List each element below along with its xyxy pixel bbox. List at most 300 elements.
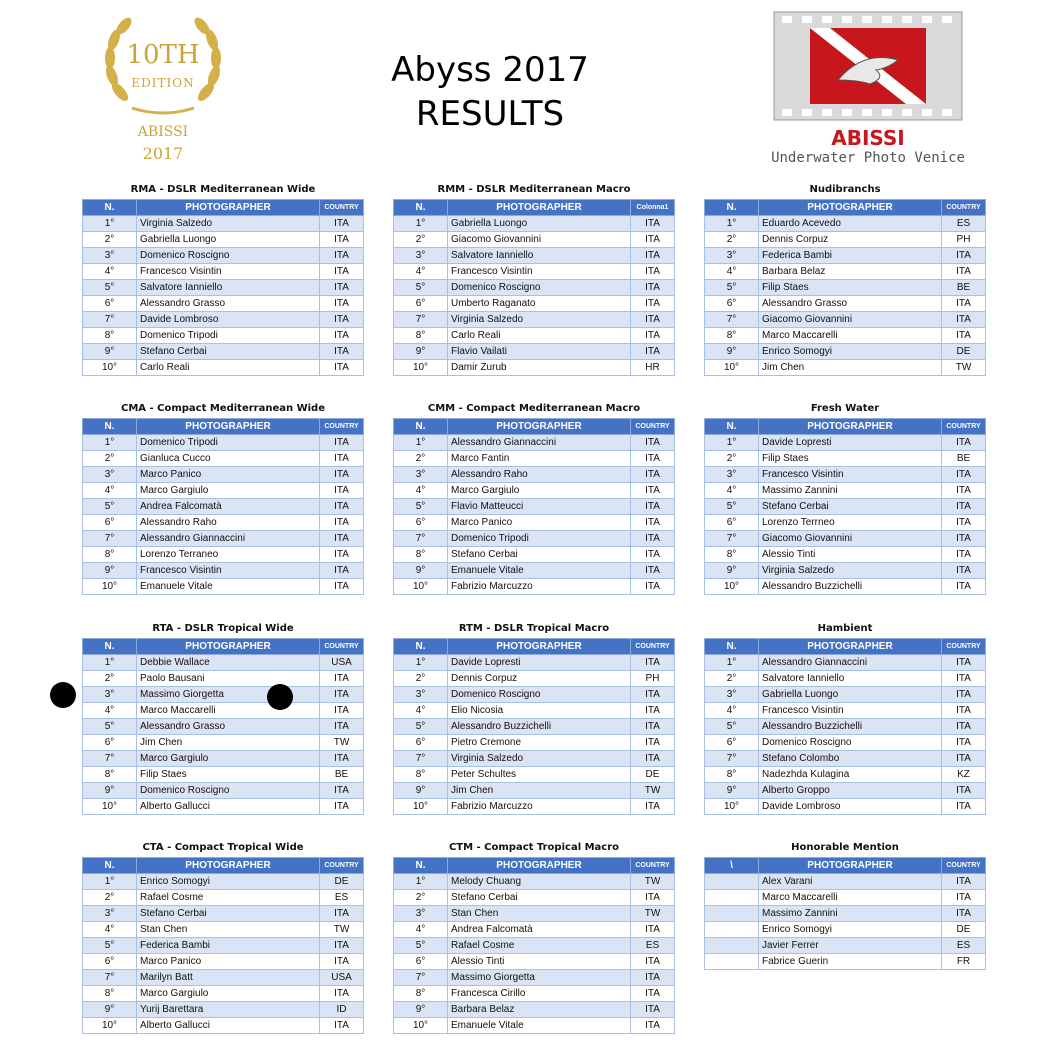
- rank-cell: 10°: [83, 579, 137, 595]
- table-row: [705, 248, 986, 264]
- table-caption: RMA - DSLR Mediterranean Wide: [130, 184, 316, 195]
- country-cell: ITA: [942, 264, 986, 280]
- table-row: [83, 735, 364, 751]
- photographer-cell: Enrico Somogyi: [137, 874, 320, 890]
- table-row: [83, 344, 364, 360]
- photographer-cell: Davide Lombroso: [759, 799, 942, 815]
- country-cell: ITA: [631, 703, 675, 719]
- table-row: [394, 703, 675, 719]
- country-cell: HR: [631, 360, 675, 376]
- black-dot-right: [267, 684, 293, 710]
- page-title: [340, 48, 640, 136]
- rank-cell: 2°: [705, 671, 759, 687]
- rank-cell: 6°: [394, 735, 448, 751]
- edition-word: EDITION: [131, 76, 195, 90]
- table-row: [83, 515, 364, 531]
- table-row: [394, 954, 675, 970]
- table-header-row: [705, 639, 986, 655]
- rank-cell: 2°: [83, 451, 137, 467]
- rank-cell: 8°: [83, 986, 137, 1002]
- country-cell: ITA: [320, 671, 364, 687]
- photographer-cell: Massimo Giorgetta: [448, 970, 631, 986]
- table-row: [394, 906, 675, 922]
- table-row: [705, 783, 986, 799]
- table-row: [394, 1002, 675, 1018]
- table-row: [83, 655, 364, 671]
- photographer-cell: Marco Panico: [448, 515, 631, 531]
- table-row: [394, 719, 675, 735]
- photographer-cell: Virginia Salzedo: [137, 216, 320, 232]
- table-row: [705, 906, 986, 922]
- rank-cell: 1°: [83, 435, 137, 451]
- table-row: [394, 874, 675, 890]
- header-rank: N.: [705, 200, 759, 216]
- country-cell: ES: [942, 216, 986, 232]
- table-row: [705, 360, 986, 376]
- photographer-cell: Marco Maccarelli: [759, 890, 942, 906]
- country-cell: TW: [942, 360, 986, 376]
- photographer-cell: Federica Bambi: [137, 938, 320, 954]
- rank-cell: 8°: [394, 767, 448, 783]
- photographer-cell: Marco Maccarelli: [137, 703, 320, 719]
- edition-year: 2017: [142, 144, 184, 163]
- table-row: [394, 563, 675, 579]
- rank-cell: 9°: [83, 783, 137, 799]
- rank-cell: 3°: [394, 687, 448, 703]
- rank-cell: 5°: [394, 499, 448, 515]
- photographer-cell: Francesca Cirillo: [448, 986, 631, 1002]
- country-cell: ITA: [942, 783, 986, 799]
- table-row: [705, 312, 986, 328]
- table-row: [394, 280, 675, 296]
- country-cell: DE: [942, 344, 986, 360]
- rank-cell: 5°: [83, 719, 137, 735]
- photographer-cell: Dennis Corpuz: [759, 232, 942, 248]
- photographer-cell: Salvatore Ianniello: [448, 248, 631, 264]
- country-cell: ITA: [942, 531, 986, 547]
- table-row: [83, 954, 364, 970]
- photographer-cell: Domenico Tripodi: [448, 531, 631, 547]
- photographer-cell: Alessandro Raho: [137, 515, 320, 531]
- header-country: COUNTRY: [942, 858, 986, 874]
- photographer-cell: Alberto Gallucci: [137, 1018, 320, 1034]
- header-country: COUNTRY: [631, 639, 675, 655]
- country-cell: ITA: [631, 312, 675, 328]
- country-cell: ITA: [320, 483, 364, 499]
- results-table: [82, 857, 364, 1034]
- header-country: COUNTRY: [631, 419, 675, 435]
- results-table-block: [393, 183, 675, 376]
- photographer-cell: Paolo Bausani: [137, 671, 320, 687]
- table-caption: Nudibranchs: [809, 184, 881, 195]
- photographer-cell: Francesco Visintin: [759, 467, 942, 483]
- header-photographer: PHOTOGRAPHER: [759, 200, 942, 216]
- table-row: [83, 703, 364, 719]
- country-cell: ITA: [320, 799, 364, 815]
- photographer-cell: Domenico Roscigno: [759, 735, 942, 751]
- table-caption: CTM - Compact Tropical Macro: [448, 842, 620, 853]
- rank-cell: 2°: [705, 451, 759, 467]
- photographer-cell: Debbie Wallace: [137, 655, 320, 671]
- photographer-cell: Jim Chen: [137, 735, 320, 751]
- results-table: [82, 638, 364, 815]
- photographer-cell: Domenico Roscigno: [137, 248, 320, 264]
- table-row: [394, 232, 675, 248]
- table-row: [394, 547, 675, 563]
- photographer-cell: Salvatore Ianniello: [137, 280, 320, 296]
- country-cell: ITA: [320, 451, 364, 467]
- rank-cell: 10°: [705, 579, 759, 595]
- country-cell: ITA: [320, 1018, 364, 1034]
- country-cell: ITA: [320, 328, 364, 344]
- photographer-cell: Filip Staes: [137, 767, 320, 783]
- photographer-cell: Nadezhda Kulagina: [759, 767, 942, 783]
- country-cell: ITA: [320, 531, 364, 547]
- rank-cell: 9°: [705, 783, 759, 799]
- table-row: [705, 328, 986, 344]
- photographer-cell: Alessandro Raho: [448, 467, 631, 483]
- photographer-cell: Jim Chen: [759, 360, 942, 376]
- table-row: [83, 687, 364, 703]
- photographer-cell: Domenico Roscigno: [137, 783, 320, 799]
- table-row: [394, 216, 675, 232]
- table-row: [83, 906, 364, 922]
- header-photographer: PHOTOGRAPHER: [448, 639, 631, 655]
- table-row: [83, 890, 364, 906]
- country-cell: ITA: [320, 719, 364, 735]
- table-caption: CMA - Compact Mediterranean Wide: [120, 403, 325, 414]
- rank-cell: 1°: [83, 216, 137, 232]
- country-cell: ITA: [942, 547, 986, 563]
- rank-cell: 3°: [83, 467, 137, 483]
- table-header-row: [394, 200, 675, 216]
- rank-cell: 7°: [394, 970, 448, 986]
- rank-cell: 6°: [394, 954, 448, 970]
- country-cell: ITA: [631, 579, 675, 595]
- photographer-cell: Giacomo Giovannini: [759, 312, 942, 328]
- country-cell: ITA: [320, 344, 364, 360]
- table-row: [705, 467, 986, 483]
- rank-cell: 9°: [394, 563, 448, 579]
- rank-cell: 5°: [705, 280, 759, 296]
- table-row: [705, 954, 986, 970]
- photographer-cell: Stan Chen: [137, 922, 320, 938]
- photographer-cell: Francesco Visintin: [137, 264, 320, 280]
- header-country: COUNTRY: [942, 200, 986, 216]
- table-row: [394, 360, 675, 376]
- photographer-cell: Marco Gargiulo: [137, 483, 320, 499]
- country-cell: KZ: [942, 767, 986, 783]
- country-cell: TW: [631, 906, 675, 922]
- country-cell: ITA: [320, 547, 364, 563]
- country-cell: ES: [942, 938, 986, 954]
- rank-cell: 10°: [83, 360, 137, 376]
- results-table-block: [393, 622, 675, 815]
- photographer-cell: Elio Nicosia: [448, 703, 631, 719]
- photographer-cell: Alessandro Grasso: [137, 296, 320, 312]
- table-row: [705, 280, 986, 296]
- rank-cell: 5°: [83, 280, 137, 296]
- table-row: [705, 735, 986, 751]
- rank-cell: 4°: [394, 922, 448, 938]
- header-country: COUNTRY: [942, 419, 986, 435]
- country-cell: ITA: [942, 483, 986, 499]
- table-caption: Fresh Water: [810, 403, 880, 414]
- photographer-cell: Barbara Belaz: [448, 1002, 631, 1018]
- photographer-cell: Lorenzo Terrneo: [759, 515, 942, 531]
- results-table: [82, 199, 364, 376]
- table-row: [705, 687, 986, 703]
- country-cell: ITA: [942, 248, 986, 264]
- rank-cell: 6°: [705, 296, 759, 312]
- country-cell: BE: [942, 451, 986, 467]
- photographer-cell: Andrea Falcomatà: [448, 922, 631, 938]
- rank-cell: 3°: [83, 248, 137, 264]
- rank-cell: [705, 954, 759, 970]
- table-row: [394, 970, 675, 986]
- photographer-cell: Domenico Tripodi: [137, 328, 320, 344]
- results-table-block: [393, 402, 675, 595]
- header-rank: N.: [83, 419, 137, 435]
- table-row: [394, 767, 675, 783]
- rank-cell: 4°: [394, 703, 448, 719]
- country-cell: ITA: [631, 719, 675, 735]
- results-table: [704, 638, 986, 815]
- rank-cell: 1°: [83, 655, 137, 671]
- edition-logo: [98, 12, 228, 172]
- rank-cell: 10°: [394, 799, 448, 815]
- country-cell: PH: [942, 232, 986, 248]
- results-table-block: [704, 183, 986, 376]
- rank-cell: 5°: [83, 938, 137, 954]
- rank-cell: 6°: [394, 515, 448, 531]
- photographer-cell: Flavio Matteucci: [448, 499, 631, 515]
- rank-cell: 7°: [705, 531, 759, 547]
- results-table-block: [82, 622, 364, 815]
- photographer-cell: Marco Gargiulo: [137, 986, 320, 1002]
- table-caption: Honorable Mention: [791, 842, 899, 853]
- photographer-cell: Marco Gargiulo: [137, 751, 320, 767]
- table-header-row: [83, 639, 364, 655]
- photographer-cell: Carlo Reali: [137, 360, 320, 376]
- table-row: [83, 579, 364, 595]
- header-photographer: PHOTOGRAPHER: [759, 639, 942, 655]
- country-cell: ITA: [942, 906, 986, 922]
- country-cell: ITA: [320, 563, 364, 579]
- table-row: [705, 719, 986, 735]
- rank-cell: 3°: [705, 467, 759, 483]
- photographer-cell: Alex Varani: [759, 874, 942, 890]
- table-row: [705, 499, 986, 515]
- country-cell: ITA: [631, 751, 675, 767]
- country-cell: DE: [942, 922, 986, 938]
- rank-cell: 7°: [83, 751, 137, 767]
- rank-cell: 7°: [83, 312, 137, 328]
- country-cell: ITA: [320, 954, 364, 970]
- rank-cell: 1°: [394, 874, 448, 890]
- table-caption: RMM - DSLR Mediterranean Macro: [437, 184, 631, 195]
- photographer-cell: Massimo Zannini: [759, 483, 942, 499]
- rank-cell: 7°: [394, 531, 448, 547]
- country-cell: ITA: [631, 563, 675, 579]
- table-row: [83, 467, 364, 483]
- table-row: [83, 751, 364, 767]
- table-row: [394, 671, 675, 687]
- header-photographer: PHOTOGRAPHER: [759, 419, 942, 435]
- photographer-cell: Salvatore Ianniello: [759, 671, 942, 687]
- country-cell: ITA: [631, 232, 675, 248]
- table-row: [83, 296, 364, 312]
- country-cell: ITA: [942, 687, 986, 703]
- country-cell: USA: [320, 970, 364, 986]
- country-cell: ITA: [631, 1002, 675, 1018]
- rank-cell: [705, 874, 759, 890]
- photographer-cell: Alessio Tinti: [759, 547, 942, 563]
- rank-cell: 4°: [83, 483, 137, 499]
- rank-cell: 9°: [705, 344, 759, 360]
- table-row: [83, 483, 364, 499]
- table-row: [83, 986, 364, 1002]
- photographer-cell: Alberto Gallucci: [137, 799, 320, 815]
- table-row: [394, 328, 675, 344]
- country-cell: ITA: [320, 312, 364, 328]
- table-header-row: [705, 419, 986, 435]
- abissi-brand: ABISSI: [831, 126, 905, 150]
- rank-cell: 1°: [705, 216, 759, 232]
- results-table: [393, 857, 675, 1034]
- country-cell: TW: [320, 922, 364, 938]
- photographer-cell: Davide Lombroso: [137, 312, 320, 328]
- rank-cell: 4°: [394, 264, 448, 280]
- abissi-logo: [768, 10, 968, 170]
- country-cell: ITA: [631, 687, 675, 703]
- photographer-cell: Alessandro Buzzichelli: [759, 719, 942, 735]
- photographer-cell: Marco Fantin: [448, 451, 631, 467]
- rank-cell: 6°: [705, 735, 759, 751]
- table-row: [705, 563, 986, 579]
- country-cell: ITA: [320, 216, 364, 232]
- country-cell: ITA: [631, 296, 675, 312]
- country-cell: ITA: [320, 783, 364, 799]
- country-cell: ITA: [631, 264, 675, 280]
- photographer-cell: Stefano Cerbai: [448, 890, 631, 906]
- photographer-cell: Federica Bambi: [759, 248, 942, 264]
- table-row: [705, 344, 986, 360]
- country-cell: ITA: [942, 671, 986, 687]
- country-cell: ITA: [942, 563, 986, 579]
- rank-cell: 9°: [394, 344, 448, 360]
- table-row: [83, 232, 364, 248]
- page-title-line2: RESULTS: [415, 94, 565, 134]
- rank-cell: 4°: [83, 703, 137, 719]
- country-cell: ITA: [631, 280, 675, 296]
- table-row: [705, 890, 986, 906]
- country-cell: ITA: [631, 799, 675, 815]
- table-row: [394, 515, 675, 531]
- country-cell: ITA: [631, 515, 675, 531]
- header-country: COUNTRY: [320, 200, 364, 216]
- country-cell: ITA: [631, 970, 675, 986]
- table-row: [705, 655, 986, 671]
- photographer-cell: Giacomo Giovannini: [448, 232, 631, 248]
- country-cell: ITA: [320, 296, 364, 312]
- country-cell: ITA: [942, 467, 986, 483]
- country-cell: ID: [320, 1002, 364, 1018]
- country-cell: ITA: [631, 890, 675, 906]
- table-row: [394, 783, 675, 799]
- country-cell: ITA: [942, 751, 986, 767]
- country-cell: ITA: [631, 216, 675, 232]
- table-row: [394, 655, 675, 671]
- results-table: [393, 199, 675, 376]
- table-row: [705, 531, 986, 547]
- rank-cell: 6°: [83, 296, 137, 312]
- table-row: [705, 703, 986, 719]
- rank-cell: 8°: [83, 547, 137, 563]
- table-row: [83, 264, 364, 280]
- photographer-cell: Jim Chen: [448, 783, 631, 799]
- rank-cell: 4°: [83, 264, 137, 280]
- table-row: [83, 435, 364, 451]
- country-cell: ITA: [631, 328, 675, 344]
- country-cell: ITA: [942, 435, 986, 451]
- table-row: [83, 783, 364, 799]
- edition-number: 10TH: [126, 40, 200, 70]
- table-row: [705, 435, 986, 451]
- photographer-cell: Alberto Groppo: [759, 783, 942, 799]
- rank-cell: 5°: [394, 280, 448, 296]
- rank-cell: [705, 922, 759, 938]
- country-cell: DE: [631, 767, 675, 783]
- header-photographer: PHOTOGRAPHER: [137, 200, 320, 216]
- photographer-cell: Lorenzo Terraneo: [137, 547, 320, 563]
- country-cell: ITA: [631, 483, 675, 499]
- rank-cell: 7°: [394, 312, 448, 328]
- results-table: [393, 638, 675, 815]
- photographer-cell: Domenico Roscigno: [448, 687, 631, 703]
- header-photographer: PHOTOGRAPHER: [448, 858, 631, 874]
- rank-cell: 1°: [83, 874, 137, 890]
- table-caption: Hambient: [817, 623, 873, 634]
- country-cell: ITA: [631, 547, 675, 563]
- header-country: COUNTRY: [942, 639, 986, 655]
- photographer-cell: Enrico Somogyi: [759, 344, 942, 360]
- photographer-cell: Emanuele Vitale: [137, 579, 320, 595]
- table-caption: RTM - DSLR Tropical Macro: [458, 623, 610, 634]
- country-cell: ITA: [631, 531, 675, 547]
- country-cell: ITA: [320, 264, 364, 280]
- photographer-cell: Carlo Reali: [448, 328, 631, 344]
- table-row: [705, 216, 986, 232]
- rank-cell: 10°: [394, 579, 448, 595]
- country-cell: ITA: [942, 890, 986, 906]
- country-cell: ITA: [942, 874, 986, 890]
- country-cell: ITA: [942, 579, 986, 595]
- rank-cell: 6°: [394, 296, 448, 312]
- rank-cell: 8°: [83, 767, 137, 783]
- rank-cell: 7°: [83, 970, 137, 986]
- table-caption: CMM - Compact Mediterranean Macro: [427, 403, 641, 414]
- photographer-cell: Marco Gargiulo: [448, 483, 631, 499]
- country-cell: ITA: [631, 954, 675, 970]
- header-rank: N.: [394, 639, 448, 655]
- rank-cell: 9°: [394, 1002, 448, 1018]
- table-row: [83, 547, 364, 563]
- country-cell: ITA: [631, 735, 675, 751]
- table-row: [394, 248, 675, 264]
- table-caption: RTA - DSLR Tropical Wide: [152, 623, 294, 634]
- photographer-cell: Virginia Salzedo: [448, 312, 631, 328]
